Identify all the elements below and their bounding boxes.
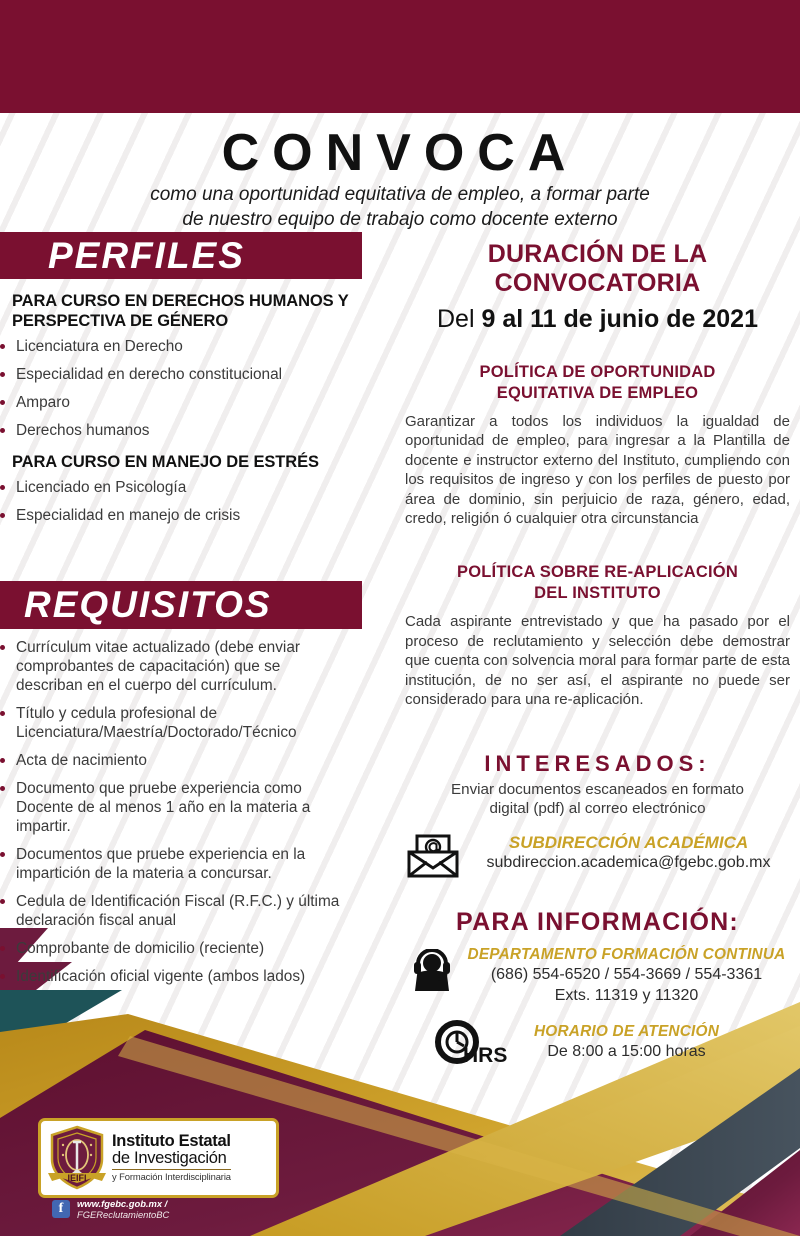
facebook-text-block (77, 1198, 169, 1220)
requisito-item: Identificación oficial vigente (ambos lados) (0, 967, 345, 986)
perfil-item: Especialidad en manejo de crisis (0, 506, 300, 525)
duracion-date-range: 9 al 11 de junio de 2021 (481, 305, 758, 333)
politica-reaplicacion-line-2: DEL INSTITUTO (534, 584, 661, 603)
interesados-subtitle (405, 780, 790, 818)
requisito-item: Cedula de Identificación Fiscal (R.F.C.) y última declaración fiscal anual (0, 892, 345, 930)
header-bar (0, 0, 800, 108)
requisitos-banner-label: REQUISITOS (24, 584, 272, 625)
svg-text:HRS: HRS (463, 1044, 507, 1068)
ieifi-logo-box (38, 1118, 279, 1198)
envelope-email-icon (405, 834, 461, 878)
horario-contact-row (405, 1022, 790, 1068)
requisitos-banner (0, 581, 362, 629)
header-rule (0, 108, 800, 113)
departamento-label: DEPARTAMENTO FORMACIÓN CONTINUA (467, 946, 786, 964)
subdireccion-label: SUBDIRECCIÓN ACADÉMICA (508, 833, 749, 853)
duracion-title-line-1: DURACIÓN DE LA (487, 240, 708, 268)
convoca-heading: CONVOCA (221, 124, 579, 182)
headset-operator-icon (413, 949, 453, 991)
phone-contact-row (405, 945, 790, 1006)
perfil-item: Licenciatura en Derecho (0, 337, 300, 356)
requisitos-list (0, 638, 345, 995)
politica-reaplicacion-body: Cada aspirante entrevistado y que ha pasado por el proceso de reclutamiento y selección debe demostrar que cuenta con solvencia moral para formar parte de esta institución, de no ser así, el aspirante no puede ser considerado para una re-aplicación. (405, 613, 790, 709)
perfiles-banner-label: PERFILES (48, 234, 245, 276)
perfil-item: Especialidad en derecho constitucional (0, 365, 300, 384)
requisito-item: Acta de nacimiento (0, 751, 345, 770)
horario-label: HORARIO DE ATENCIÓN (533, 1023, 720, 1041)
convoca-subtitle-line-1: como una oportunidad equitativa de empleo, a formar parte (150, 184, 650, 205)
politica-oportunidad-body: Garantizar a todos los individuos la igualdad de oportunidad de empleo, para ingresar a la Plantilla de docente e instructor externo del Instituto, cumpliendo con los requisitos de ingreso y con los perfiles de puesto por área de dominio, sin perjuicio de raza, género, edad, credo, religión ó cualquier otra circunstancia (405, 413, 790, 528)
horario-value: De 8:00 a 15:00 horas (547, 1043, 706, 1061)
perfil-heading-2: PARA CURSO EN MANEJO DE ESTRÉS (12, 453, 319, 471)
duracion-title-line-2: CONVOCATORIA (494, 269, 701, 297)
perfil-heading-1: PARA CURSO EN DERECHOS HUMANOS Y PERSPECTIVA DE GÉNERO (12, 292, 349, 330)
duracion-prefix: Del (437, 305, 482, 333)
para-informacion-title: PARA INFORMACIÓN: (456, 908, 739, 937)
ieifi-line-1: Instituto Estatal (112, 1132, 231, 1151)
perfil-item: Derechos humanos (0, 421, 300, 440)
interesados-line-2: digital (pdf) al correo electrónico (489, 800, 706, 818)
convoca-subtitle-line-2: de nuestro equipo de trabajo como docente externo (182, 209, 618, 230)
ieifi-line-2: de Investigación (112, 1149, 227, 1168)
facebook-row[interactable] (52, 1198, 169, 1220)
requisito-item: Currículum vitae actualizado (debe enviar comprobantes de capacitación) que se describan en el cuerpo del currículum. (0, 638, 345, 695)
politica-oportunidad-line-2: EQUITATIVA DE EMPLEO (496, 384, 699, 402)
interesados-title: INTERESADOS: (484, 751, 711, 777)
left-column (0, 279, 380, 534)
facebook-icon[interactable]: f (52, 1200, 70, 1218)
svg-text:IEIFI: IEIFI (67, 1173, 87, 1183)
convoca-subtitle (70, 182, 730, 232)
politica-oportunidad-line-1: POLÍTICA DE OPORTUNIDAD (479, 363, 716, 381)
ieifi-line-3: y Formación Interdisciplinaria (112, 1170, 231, 1182)
requisito-item: Título y cedula profesional de Licenciatura/Maestría/Doctorado/Técnico (0, 704, 345, 742)
duracion-title (405, 240, 790, 298)
clock-hours-icon (433, 1020, 507, 1068)
duracion-dates (405, 302, 790, 336)
ieifi-text-block (112, 1133, 231, 1183)
requisito-item: Documentos que pruebe experiencia en la impartición de la materia a concursar. (0, 845, 345, 883)
perfil-item: Licenciado en Psicología (0, 478, 300, 497)
perfil-list-2 (0, 478, 300, 525)
interesados-line-1: Enviar documentos escaneados en formato (451, 781, 744, 799)
ieifi-shield-icon (46, 1125, 108, 1191)
requisito-item: Documento que pruebe experiencia como Docente de al menos 1 año en la materia a impartir. (0, 779, 345, 836)
perfil-list-1 (0, 337, 300, 440)
politica-reaplicacion-line-1: POLÍTICA SOBRE RE-APLICACIÓN (457, 563, 738, 582)
politica-reaplicacion-title (405, 562, 790, 604)
departamento-extensions: Exts. 11319 y 11320 (554, 987, 699, 1005)
email-contact-row (405, 832, 790, 880)
departamento-phones: (686) 554-6520 / 554-3669 / 554-3361 (490, 966, 763, 984)
right-column (405, 240, 790, 1068)
perfiles-banner (0, 232, 362, 279)
requisito-item: Comprobante de domicilio (reciente) (0, 939, 345, 958)
website-url[interactable]: www.fgebc.gob.mx / (77, 1198, 168, 1209)
subdireccion-email[interactable]: subdireccion.academica@fgebc.gob.mx (486, 854, 771, 872)
perfil-item: Amparo (0, 393, 300, 412)
politica-oportunidad-title (405, 362, 790, 404)
facebook-handle[interactable]: FGEReclutamientoBC (77, 1209, 170, 1220)
